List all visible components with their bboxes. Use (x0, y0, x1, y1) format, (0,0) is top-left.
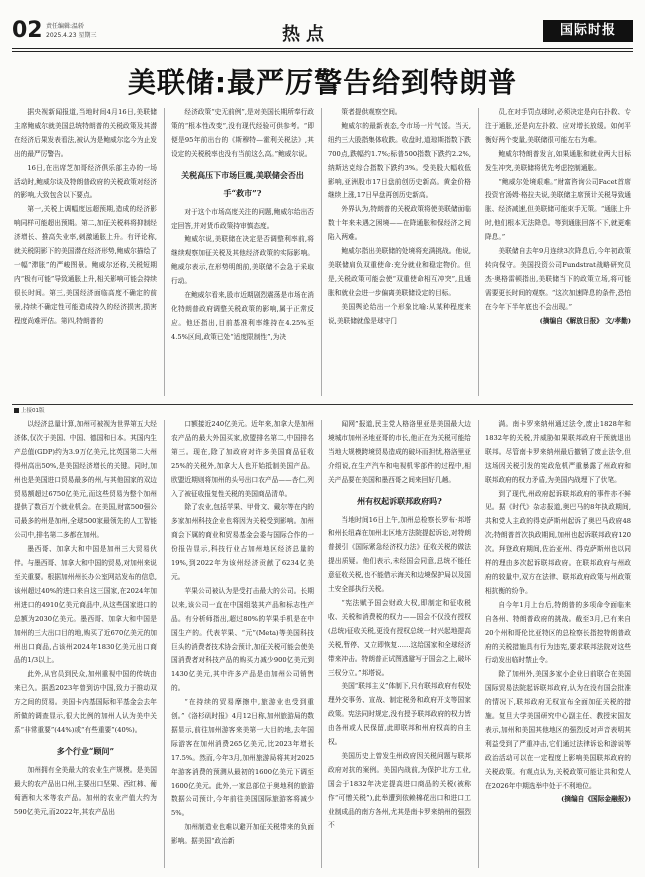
paragraph: 第一,关税上调幅度远超预期,造成的经济影响同样可能超出预期。第二,加征关税料将抑制经济增长、推高失业率,刺激通胀上升。有评论称,就关税阴影下的美国潜在经济形势,鲍威尔描绘了一幅“滞胀”的严峻图景。鲍威尔还称,关税短期内“极有可能”导致通胀上升,相关影响可能会持续很长时间。第三,美国经济面临高度不确定的前景,持续不确定性可能造成持久的经济损害,损害程度尚难评估。第四,特朗普的 (14, 205, 157, 325)
continued-from-label: 上接01版 (21, 408, 45, 414)
page-meta (46, 22, 96, 40)
paragraph: 苹果公司被认为是受打击最大的公司。长期以来,该公司一直在中国组装其产品和标志性产品。有分析师指出,超过80%的苹果手机是在中国生产的。代表苹果、“元”(Meta)等美国科技巨头的消费者技术协会预计,加征关税可能会使美国消费者对科技产品的购买力减少900亿美元到1430亿美元,其中许多产品是由加州公司销售的。 (171, 586, 314, 693)
paragraph: 鲍威尔的最新表态,令市场一片气馁。当天,纽约三大股指集体收跌。收盘时,道琼斯指数下跌700点,跌幅约1.7%;标普500指数下跌约2.2%,纳斯达克综合指数下跌约3%。受美股大幅收低影响,亚洲股市17日盘前创历史新高。黄金价格继续上涨,17日早盘再创历史新高。 (328, 121, 471, 200)
column-divider (164, 420, 165, 868)
paragraph: 加州拥有全美最大的农业生产规模。是美国最大的农产品出口州,主要出口坚果、西红柿、葡萄酒和大米等农产品。加州的农业产值大约为590亿美元,而2022年,其农产品出 (14, 765, 157, 816)
top-article-column-3 (328, 106, 471, 398)
square-bullet-icon (14, 408, 19, 413)
paragraph: 在鲍威尔看来,股市近期剧烈震荡是市场在消化特朗普政府调整关税政策的影响,属于正常反应。他还指出,目前基准利率维持在4.25%至4.5%区间,政策已处“适度限制性”,为决 (171, 291, 314, 341)
paragraph: 此外,从官员到民众,加州重视中国的传统由来已久。据悉2023年曾到访中国,致力于推动双方之间的贸易。美国卡内基国际和平基金会去年所做的调查显示,很大比例的加州人认为美中关系“非常重要”(44%)或“有些重要”(40%)。 (14, 670, 157, 734)
paragraph: 墨西哥、加拿大和中国是加州三大贸易伙伴。与墨西哥、加拿大和中国的贸易,对加州来说至关重要。根据加州州长办公室网站发布的信息,该州超过40%的进口来自这三国家,在2024年加州进口的4910亿美元商品中,从这些国家进口的总额为2030亿美元。墨西哥、加拿大和中国是加州的三大出口目的地,购买了近670亿美元的加州出口商品,占该州2024年1830亿美元出口商品的1/3以上。 (14, 545, 157, 665)
paragraph: 鲍威尔指出美联储的处境将充满挑战。他说,美联储肩负双重使命:充分就业和稳定物价。但是,关税政策可能会使“双重使命相互冲突”,且通胀和就业会进一步偏离美联储设定的目标。 (328, 247, 471, 297)
paragraph: 闻网”报道,民主党人格洛里亚是美国最大边境城市加州圣地亚哥的市长,他正在为关税可能给当地大规模跨境贸易造成的破坏而担忧,格洛里亚介绍说,在生产汽车和电视机零部件的过程中,相关产品要在美国和墨西哥之间来回好几趟。 (328, 420, 471, 484)
paragraph: 以经济总量计算,加州可被视为世界第五大经济体,仅次于美国、中国、德国和日本。其国内生产总值(GDP)约为3.9万亿美元,比英国第二大州得州高出50%,是美国经济增长的关键。同时,加州也是美国进口贸易最多的州,与其他国家的双边贸易额超过6750亿美元,而这些贸易为整个加州提供了数百万个就业机会。在美国,财富500强公司最多的州是加州,全球500家最领先的人工智能公司中,排名第二多都在加州。 (14, 420, 157, 540)
page-number: 02 (12, 18, 43, 43)
issue-date: 2025.4.23 星期三 (46, 32, 97, 39)
top-article-column-1 (14, 106, 157, 398)
page-header (12, 18, 633, 50)
paragraph: 加州制造业也难以避开加征关税带来的负面影响。据美国“政治新 (171, 823, 314, 846)
paragraph: 美国舆论给出一个形象比喻:从某种程度来说,美联储就像是球守门 (328, 302, 471, 325)
bottom-article-column-1 (14, 418, 157, 870)
bottom-article-column-4 (485, 418, 631, 870)
paragraph: 据央视新闻报道,当地时间4月16日,美联储主席鲍威尔就美国总统特朗普的关税政策及其潜在经济后果发表看法,被认为是鲍威尔迄今为止发出的最严厉警告。 (14, 108, 157, 158)
continued-from-tag (14, 406, 45, 414)
source-credit: (摘编自《解放日报》 文/孝勤) (539, 316, 631, 325)
paragraph: 员,在对手罚点球时,必须决定是向右扑救、专注于通胀,还是向左扑救、应对增长放缓。如何平衡好两个变量,美联储很可能左右为难。 (485, 108, 631, 144)
bottom-article-column-2 (171, 418, 314, 870)
paragraph: 外界认为,特朗普的关税政策将使美联储面临数十年来未遇之困境——在降通胀和保经济之间陷入两难。 (328, 205, 471, 242)
subheading: 多个行业“顾问” (56, 745, 115, 756)
header-rule (12, 48, 633, 49)
paragraph: 满。南卡罗来纳州通过法令,废止1828年和1832年的关税,并威胁如果联邦政府干预就退出联邦。尽管南卡罗来纳州最后撤销了废止法令,但这场因关税引发的宪政危机严重暴露了州政府和联邦政府的权力矛盾,为美国内战埋下了伏笔。 (485, 420, 631, 484)
paragraph: 策者提供观察空间。 (341, 108, 402, 116)
source-credit: (摘编自《国际金融报》) (561, 795, 631, 804)
paragraph: 口额接近240亿美元。近年来,加拿大是加州农产品的最大外国买家,欧盟排名第二,中国排名第三。现在,除了加政府对许多美国商品征收25%的关税外,加拿大人也开始抵制美国产品。欧盟近期则将加州的头号出口农产品——杏仁,列入了被征收报复性关税的美国商品清单。 (171, 420, 314, 498)
paragraph: “宪法赋予国会财政大权,即制定和征收税收、关税和消费税的权力——国会不仅没有授权(总统)征收关税,更没有授权总统一时兴起地提高关税,暂停、又立即恢复……这给国家和全球经济带来冲击。特朗普正试图逃避写于国会之上,破坏三权分立。”邦塔说。 (328, 598, 471, 677)
paragraph: 到了现代,州政府起诉联邦政府的事件亦不鲜见。据《时代》杂志报道,奥巴马的8年执政期间,共和党人主政的得克萨斯州起诉了奥巴马政府48次;特朗普首次执政期间,加州也起诉联邦政府120次。拜登政府期间,佐治亚州、得克萨斯州也以同样的理由多次起诉联邦政府。在联邦政府与州政府的较量中,双方在法律、联邦政府政策与州政策相抗衡的纷争。 (485, 489, 631, 595)
column-divider (164, 108, 165, 396)
paragraph: 美联储自去年9月连续3次降息后,今年初政策转向保守。美国投资公司Fundstrat战略研究员杰·奥格雷顿指出,美联储当下的政策立场,将可能需要更长时间的观察。“这次加速降息的条件,恐怕在今年下半年底也不会出现。” (485, 247, 631, 311)
paragraph: 美国历史上曾发生州政府因关税问题与联邦政府对抗的案例。美国内战前,为保护北方工业,国会于1832年决定提高进口商品的关税(被称作“可憎关税”),此举遭到依赖棉花出口和进口工业制成品的南方各州,尤其是南卡罗来纳州的强烈不 (328, 751, 471, 830)
paragraph: 当地时间16日上午,加州总检察长罗布·邦塔和州长纽森在加州北区地方法院提起诉讼,对特朗普援引《国际紧急经济权力法》征收关税的做法提出质疑。他们表示,未经国会同意,总统不能任意征收关税,也不能借示海关和边境保护局以及国土安全部执行关税。 (328, 515, 471, 594)
paragraph: “在持续的贸易摩擦中,旅游业也受到重创。”《洛杉矶时报》4月12日称,加州旅游局的数据显示,前往加州游客来美第一大目的地,去年国际游客在加州消费265亿美元,比2023年增长17.5%。然而,今年3月,加州旅游局将其对2025年游客消费的预测从最初的1600亿美元下调至1600亿美元。此外,一家总部位于奥地利的旅游数据公司预计,今年前往美国国际旅游客将减少5%。 (171, 698, 314, 818)
column-divider (321, 108, 322, 396)
paragraph: 鲍威尔说,美联储在决定是否调整利率前,将继续观察加征关税及其他经济政策的实际影响。鲍威尔表示,在形势明朗前,美联储不会急于采取行动。 (171, 235, 314, 286)
subheading: 关税高压下市场巨震,美联储会否出手“救市”? (181, 169, 304, 198)
bottom-article-column-3 (328, 418, 471, 870)
paragraph: 对于这个市场高度关注的问题,鲍威尔给出否定回答,并对货币政策持审慎态度。 (171, 207, 314, 230)
column-divider (478, 108, 479, 396)
subheading: 州有权起诉联邦政府吗? (357, 495, 442, 506)
paragraph: “鲍威尔处境艰难。”财富咨询公司Facet首席投资官汤姆·格拉夫说,美联储主席预计关税导致通胀、经济减速,但美联储可能束手无策。“通胀上升时,他们根本无法降息。等到通胀回落不下,就更难降息。” (485, 177, 631, 242)
paragraph: 自今年1月上台后,特朗普的多项命令面临来自各州、特朗普政府的挑战。截至3月,已有来自20个州和哥伦比亚特区的总检察长指控特朗普政府的关税措施具有行为违宪,要求联邦法院对这些行动发出临时禁止令。 (485, 600, 631, 665)
top-article-column-4 (485, 106, 631, 398)
newspaper-logo: 国际时报 (543, 20, 633, 42)
paragraph: 除了农业,包括苹果、甲骨文、戴尔等在内的多家加州科技企业也将因为关税受到影响。加州商会下属的商业和贸易基金会委与国际合作的一份报告显示,科技行业占加州地区经济总量的19%,到2022年为该州经济贡献了6234亿美元。 (171, 503, 314, 581)
paragraph: 16日,在出席芝加哥经济俱乐部主办的一场活动时,鲍威尔谈及特朗普政府的关税政策对经济的影响,大致包含以下要点。 (14, 163, 157, 200)
section-title: 热点 (282, 24, 330, 45)
paragraph: 经济政策“史无前例”,是对美国长期所奉行政策的“根本性改变”,没有现代经验可供参考。“即便是95年前出台的《斯穆特—霍利关税法》,其设定的关税税率也没有当前这么高。”鲍威尔说。 (171, 108, 314, 158)
top-article-column-2 (171, 106, 314, 398)
main-headline: 美联储:最严厉警告给到特朗普 (127, 66, 518, 99)
paragraph: 除了加州外,美国多家小企业日前联合在美国国际贸易法院起诉联邦政府,认为在没有国会批准的情况下,联邦政府无权宣布全面加征关税的措施。复旦大学美国研究中心副主任、教授宋国友表示,加州和美国其他地区的强烈反对声音表明其利益受到了严重冲击,它们通过法律诉讼和游说等政治活动可以在一定程度上影响美国联邦政府的关税政策。有观点认为,关税政策可能让共和党人在2026年中期选举中处于不利地位。 (485, 670, 631, 790)
section-divider (12, 404, 633, 405)
header-rule-thin (12, 51, 633, 52)
column-divider (321, 420, 322, 868)
paragraph: 鲍威尔特朗普发言,如果通胀和就业两大目标发生冲突,美联储将优先考虑控制通胀。 (485, 149, 631, 172)
paragraph: 美国“联邦主义”体制下,只有联邦政府有权处理外交事务、宣战、制定税务和政府开支等国家政策。宪法同时规定,没有授予联邦政府的权力皆由各州或人民保留,此即联邦和州府权高的自主权。 (328, 682, 471, 747)
column-divider (478, 420, 479, 868)
editor-credit: 责任编辑:温轿 (46, 23, 85, 30)
